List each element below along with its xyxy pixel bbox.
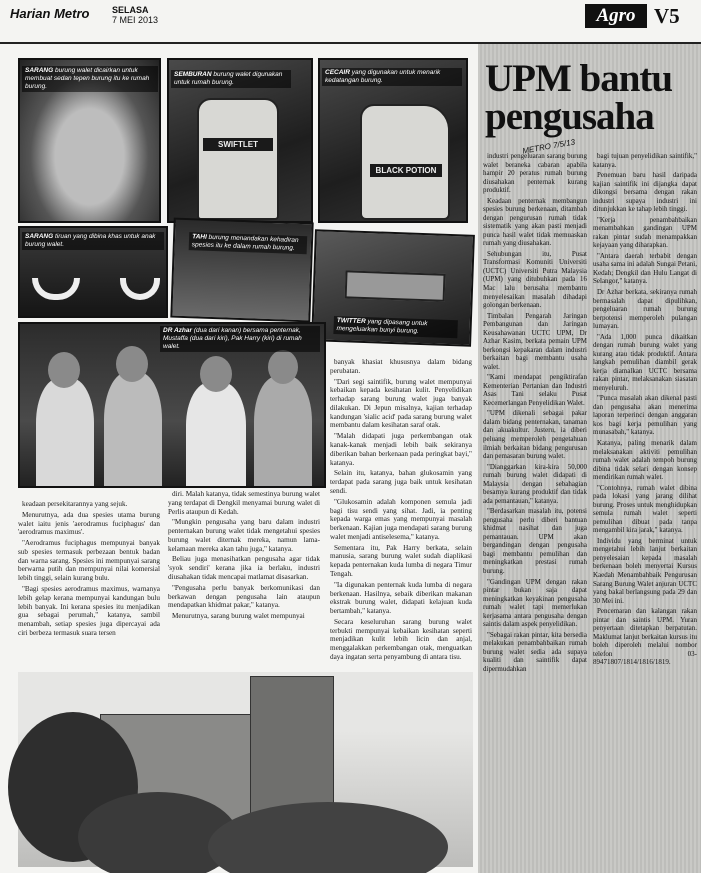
person: [186, 382, 246, 488]
paragraph: Beliau juga menasihatkan pengusaha agar tidak 'syok sendiri' kerana jika ia berlaku, industri diusahakan tidak mencapai matlamat disasarkan.: [168, 555, 320, 582]
paragraph: "Punca masalah akan dikenal pasti dan pengusaha akan menerima laporan terperinci dengan anggaran kos bagi kerja pemulihan yang munasabah," katanya.: [593, 394, 697, 437]
paragraph: "Kami mendapat pengiktirafan Kementerian Pertanian dan Industri Asas Tani selaku Pusat Kecemerlangan Penyelidikan Walet.: [483, 373, 587, 407]
jug-illustration: [360, 104, 450, 220]
paragraph: Timbalan Pengarah Jaringan Pembangunan dan Jaringan Keusahawanan UCTC UPM, Dr Azhar Kasim, berkata pemain UPM berkongsi kepakaran dalam industri berkaitan bagi membantu usaha walet.: [483, 311, 587, 371]
paragraph: Sehubungan itu, Pusat Transformasi Komuniti Universiti (UCTC) Universiti Putra Malaysia (UPM) yang ditubuhkan pada 16 Mac lalu berusaha membantu menyelesaikan masalah dihadapi golongan berkenaan.: [483, 249, 587, 310]
paragraph: "Antara daerah terbabit dengan usaha sama ini adalah Sungai Petani, Kedah; Dengkil dan Hulu Langat di Selangor," katanya.: [593, 251, 697, 286]
paragraph: Selain itu, katanya, bahan glukosamin yang terdapat pada sarang juga baik untuk kesihatan sendi.: [330, 469, 472, 495]
person: [104, 372, 162, 488]
paragraph: "Ada 1,000 punca dikaitkan dengan rumah burung walet yang kurang atau tidak produktif. Antara langkah pemulihan diambil gerak kerja diamalkan UCTC bersama rakan pintar, melaksanakan siasatan menyeluruh.: [593, 332, 697, 392]
paragraph: "Contohnya, rumah walet dibina pada lokasi yang jarang dilihat burung. Proses untuk menghidupkan semula rumah walet seperti pemulihan dibuat pada tanpa mengambil kira jarak," katanya.: [593, 483, 697, 535]
paragraph: "Malah didapati juga perkembangan otak kanak-kanak menjadi lebih baik sekiranya diberikan bahan berkenaan pada peringkat bayi," katanya.: [330, 432, 472, 467]
paragraph: "Glukosamin adalah komponen semula jadi bagi tisu sendi yang sihat. Jadi, ia penting kepada warga emas yang mempunyai masalah berkenaan. Kajian juga mendapati sarang burung walet menjadi antiselesema," katanya.: [330, 497, 472, 541]
paragraph: "Sebagai rakan pintar, kita bersedia melakukan penambahbaikan rumah burung walet sedia ada supaya kualiti dan saintifik dapat dipermudahkan: [483, 630, 587, 673]
person: [36, 378, 94, 488]
paragraph: Secara keseluruhan sarang burung walet terbukti mempunyai kebaikan kesihatan seperti menjadikan kulit lebih licin dan anjal, menggalakkan perkembangan otak, menguatkan daya ingatan serta penyambung di antara tisu.: [330, 617, 472, 661]
photo-nest-dissolved: [18, 58, 161, 223]
article-column-mid: [168, 490, 320, 623]
issue-date: 7 MEI 2013: [112, 15, 159, 25]
paragraph: "Mungkin pengusaha yang baru dalam industri penternakan burung walet tidak mengetahui spesies burung walet diternak mereka, namun lama-kelamaan mereka akan tahu juga," katanya.: [168, 518, 320, 553]
paragraph: "Berdasarkan masalah itu, potensi pengusaha perlu diberi bantuan khidmat nasihat dan juga pemantauan. UPM akan bergandingan dengan pengusaha bagi membantu pemulihan dan meningkatkan prestasi rumah burung.: [483, 507, 587, 575]
photo-caption: SARANG tiruan yang dibina khas untuk anak burung walet.: [22, 232, 164, 250]
person-head: [268, 350, 298, 384]
handwritten-stamp: METRO 7/5/13: [521, 137, 576, 156]
paragraph: industri pengeluaran sarang burung walet beraneka cabaran apabila hampir 20 peratus rumah burung diusahakan penternak kurang produktif.: [483, 152, 587, 195]
sidebar-column-2: [593, 152, 697, 669]
paragraph: bagi tujuan penyelidikan saintifik," katanya.: [593, 152, 697, 169]
article-column-mid-upper: [330, 358, 472, 664]
nest-shape: [32, 278, 80, 300]
paragraph: Pencemaran dan kalangan rakan pintar dan saintis UPM. Yuran penyertaan ditetapkan berpatutan. Maklumat lanjut berkaitan kursus itu boleh diperoleh melalui nombor telefon 03-89471807/1814/1816/1819.: [593, 607, 697, 667]
paragraph: keadaan persekitarannya yang sejuk.: [22, 500, 128, 508]
paragraph: Penemuan baru hasil daripada kajian saintifik ini dijangka dapat dikongsi bersama dengan rakan industri supaya industri ini ditunjukkan ke tahap lebih tinggi.: [593, 171, 697, 214]
photo-caption: TWITTER yang dipasang untuk mengeluarkan bunyi burung.: [333, 316, 458, 339]
article-column-left: [18, 500, 160, 640]
page-number: V5: [654, 4, 680, 28]
paragraph: "Dari segi saintifik, burung walet mempunyai kebaikan kepada kesihatan kulit. Penyelidikan terhadap sarang burung walet juga banyak dilakukan. Di Jepun misalnya, kajian terhadap kandungan 'sialic acid' pada sarang burung walet membantu dalam kesihatan saraf otak.: [330, 377, 472, 430]
photo-caption: TAHI burung menandakan kehadiran spesies itu ke dalam rumah burung.: [189, 232, 308, 254]
photo-droppings: [170, 218, 313, 323]
paragraph: Sementara itu, Pak Harry berkata, selain manusia, sarang burung walet sudah diaplikasi kepada penternakan kuda lumba di negara Timur Tengah.: [330, 543, 472, 578]
person-head: [48, 352, 80, 388]
paragraph: "Kerja penambahbaikan menambahkan gandingan UPM rakan pintar sudah menampakkan kejayaan yang diharapkan.: [593, 215, 697, 250]
photo-twitter-device: [311, 229, 475, 347]
paragraph: "Dianggarkan kira-kira 50,000 rumah burung walet didapati di Malaysia dengan sebahagian besarnya kurang produktif dan tidak ada pemantauan," katanya.: [483, 462, 587, 505]
photo-liquid-jug: [318, 58, 468, 223]
photo-swiftlet-house: [18, 672, 473, 867]
spray-bottle-illustration: [197, 98, 279, 220]
photo-spray-bottle: [167, 58, 313, 223]
speaker-device: [345, 270, 446, 301]
bottle-label: SWIFTLET: [203, 138, 273, 151]
masthead: [0, 0, 701, 44]
person-head: [116, 346, 148, 382]
article-headline: UPM bantu pengusaha: [485, 57, 673, 139]
paragraph: Individu yang berminat untuk mengetahui lebih lanjut berkaitan penyelesaian kepada masalah berkenaan boleh menyertai Kursus Kaedah Menambahbaik Pengurusan Sarang Burung Walet anjuran UCTC yang bakal berlangsung pada 29 dan 30 Mei ini.: [593, 536, 697, 605]
paragraph: "Gandingan UPM dengan rakan pintar bukan saja dapat meningkatkan keyakinan pengusaha rumah walet tapi memerlukan kerjasama antara pengusaha dengan saintis dalam aspek penyelidikan.: [483, 577, 587, 629]
photo-caption: DR Azhar (dua dari kanan) bersama penternak, Mustaffa (dua dari kiri), Pak Harry (kiri) di rumah walet.: [160, 326, 320, 352]
person: [254, 376, 312, 488]
sidebar-column-1: [483, 152, 587, 675]
paragraph: banyak khasiat khususnya dalam bidang perubatan.: [330, 358, 472, 375]
issue-day: SELASA: [112, 5, 149, 15]
section-label: Agro: [585, 4, 647, 28]
bottle-label: BLACK POTION: [370, 164, 442, 177]
paragraph: "Bagi spesies aerodramus maximus, warnanya lebih gelap kerana mempunyai kandungan bulu lebih banyak. Ini kerana spesies itu menjadikan gua sebagai perumah," katanya, sambil menambah, setiap spesies juga dipercayai ada ciri berbeza termasuk suara tersen: [18, 585, 160, 637]
photo-caption: SARANG burung walet dicairkan untuk membuat sedan tepen burung itu ke rumah burung.: [22, 66, 158, 92]
paragraph: "Ia digunakan penternak kuda lumba di negara berkenaan. Hasilnya, sebaik diberikan makanan ekstrak burung walet, didapati kelajuan kuda bertambah," katanya.: [330, 580, 472, 616]
paragraph: Katanya, paling menarik dalam melaksanakan aktiviti pemulihan rumah walet adalah tempoh burung dibina tidak selari dengan konsep mendirikan rumah walet.: [593, 439, 697, 482]
paragraph: "Aerodramus fuciphagus mempunyai banyak sub spesies termasuk perbezaan bentuk badan dan warna sarang. Spesies ini mempunyai sarang berwarna putih dan mempunyai nilai komersial lebih tinggi, selain kurang bulu.: [18, 539, 160, 583]
newspaper-brand: Harian Metro: [10, 6, 90, 21]
paragraph: diri. Malah katanya, tidak semestinya burung walet yang terdapat di Dengkil menyamai burung walet di Perlis ataupun di Kedah.: [168, 490, 320, 516]
photo-artificial-nest: [18, 226, 168, 318]
paragraph: Keadaan penternak membangun spesies burung berkenaan, ditambah dengan pengurusan rumah tidak sistematik yang akan pasti menjadi punca hasil walet tidak memuaskan rumah yang diusahakan.: [483, 196, 587, 248]
photo-caption: CECAIR yang digunakan untuk menarik kedatangan burung.: [322, 68, 462, 86]
paragraph: Menurutnya, ada dua spesies utama burung walet iaitu jenis 'aerodramus fuciphagus' dan 'aerodramus maximus'.: [18, 510, 160, 537]
photo-group: [18, 322, 326, 488]
paragraph: "Pengusaha perlu banyak berkomunikasi dan berkawan dengan pengusaha lain ataupun mendapatkan khidmat pakar," katanya.: [168, 583, 320, 610]
paragraph: Menurutnya, sarang burung walet mempunyai: [172, 612, 305, 621]
paragraph: "UPM dikenali sebagai pakar dalam bidang penternakan, tanaman dan akuakultur. Justeru, ia diberi peluang memperoleh pengetahuan ilmiah berkaitan bidang pengurusan dan pemasaran burung walet.: [483, 409, 587, 461]
paragraph: Dr Azhar berkata, sekiranya rumah bermasalah dapat dipulihkan, pengeluaran rumah burung berpotensi memperoleh pulangan lumayan.: [593, 287, 697, 331]
photo-caption: SEMBURAN burung walet digunakan untuk rumah burung.: [171, 70, 291, 88]
person-head: [200, 356, 232, 392]
nest-shape: [120, 278, 160, 300]
